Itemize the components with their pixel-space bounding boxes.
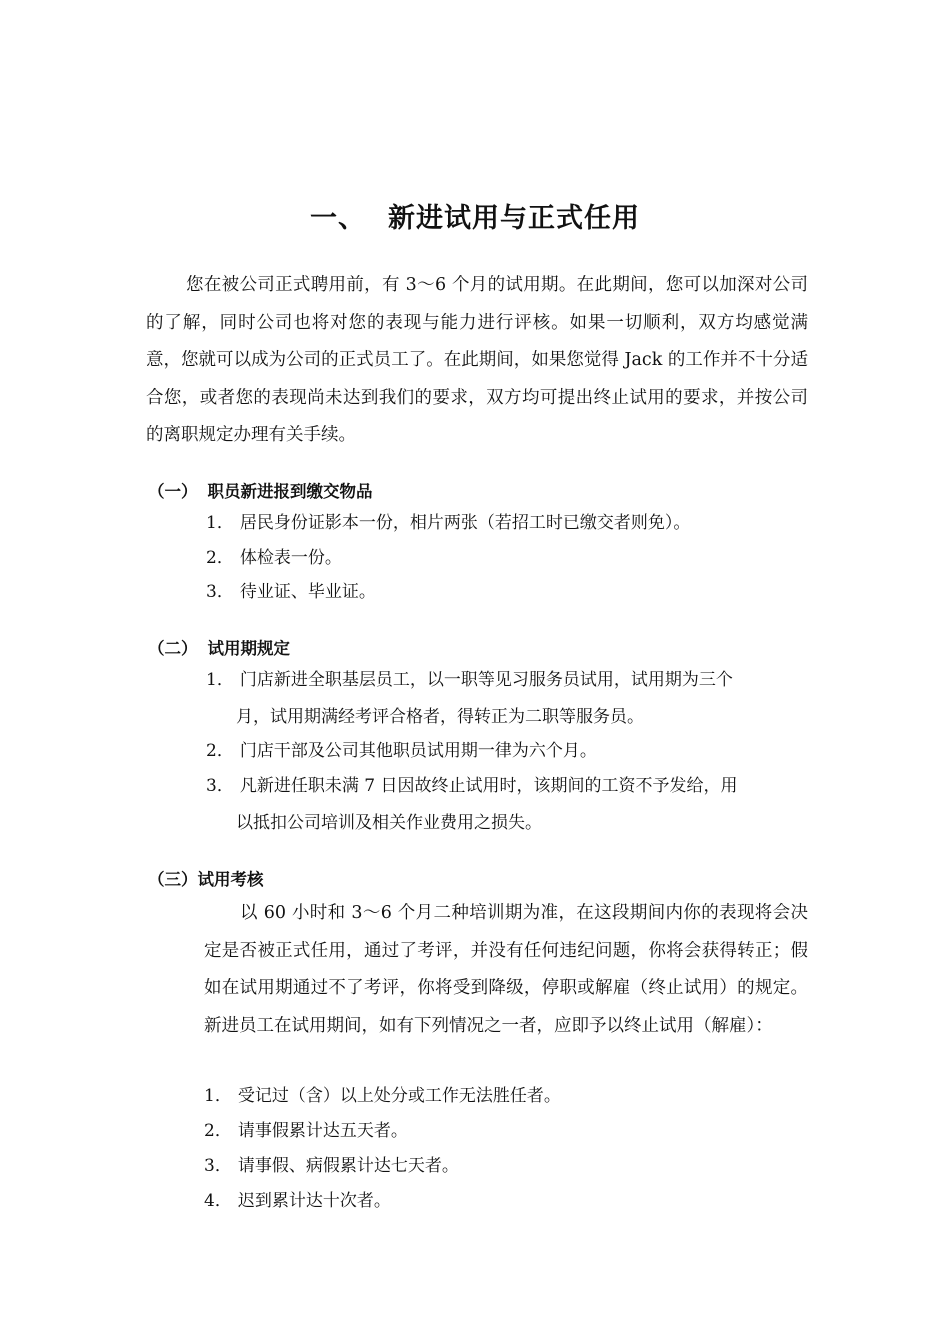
section-3-number: （三） bbox=[148, 870, 198, 889]
section-2-heading bbox=[148, 635, 290, 659]
section-2-number: （二） bbox=[148, 639, 198, 658]
list-item: 1． 受记过（含）以上处分或工作无法胜任者。 bbox=[204, 1086, 561, 1106]
list-item: 2． 门店干部及公司其他职员试用期一律为六个月。 bbox=[206, 741, 597, 761]
list-item: 3． 待业证、毕业证。 bbox=[206, 582, 376, 602]
list-item: 1． 居民身份证影本一份，相片两张（若招工时已缴交者则免）。 bbox=[206, 513, 691, 533]
list-item: 3． 请事假、病假累计达七天者。 bbox=[204, 1156, 459, 1176]
section-2-title: 试用期规定 bbox=[207, 639, 290, 658]
section-3-title: 试用考核 bbox=[197, 870, 264, 889]
title-text: 新进试用与正式任用 bbox=[388, 203, 640, 234]
list-item: 1． 门店新进全职基层员工，以一职等见习服务员试用，试用期为三个 月，试用期满经考评合格者，得转正为二职等服务员。 bbox=[206, 670, 733, 727]
section-1-heading bbox=[148, 478, 373, 502]
section-1-number: （一） bbox=[148, 482, 198, 501]
section-3-heading bbox=[148, 866, 264, 890]
list-item: 2． 体检表一份。 bbox=[206, 548, 342, 568]
section-1-title: 职员新进报到缴交物品 bbox=[207, 482, 373, 501]
list-item: 3． 凡新进任职未满 7 日因故终止试用时，该期间的工资不予发给，用 以抵扣公司培训及相关作业费用之损失。 bbox=[206, 776, 738, 833]
page-title bbox=[0, 196, 950, 235]
title-number: 一、 bbox=[310, 203, 366, 234]
list-item: 4． 迟到累计达十次者。 bbox=[204, 1191, 391, 1211]
list-item: 2． 请事假累计达五天者。 bbox=[204, 1121, 408, 1141]
intro-paragraph: 您在被公司正式聘用前，有 3～6 个月的试用期。在此期间，您可以加深对公司的了解，同时公司也将对您的表现与能力进行评核。如果一切顺利，双方均感觉满意，您就可以成为公司的正式员工了。在此期间，如果您觉得 Jack 的工作并不十分适合您，或者您的表现尚未达到我们的要求，双方均可提出终止试用的要求，并按公司的离职规定办理有关手续。 bbox=[146, 275, 808, 445]
section-3-paragraph: 以 60 小时和 3～6 个月二种培训期为准，在这段期间内你的表现将会决定是否被正式任用，通过了考评，并没有任何违纪问题，你将会获得转正；假如在试用期通过不了考评，你将受到降级，停职或解雇（终止试用）的规定。新进员工在试用期间，如有下列情况之一者，应即予以终止试用（解雇）： bbox=[204, 903, 808, 1036]
